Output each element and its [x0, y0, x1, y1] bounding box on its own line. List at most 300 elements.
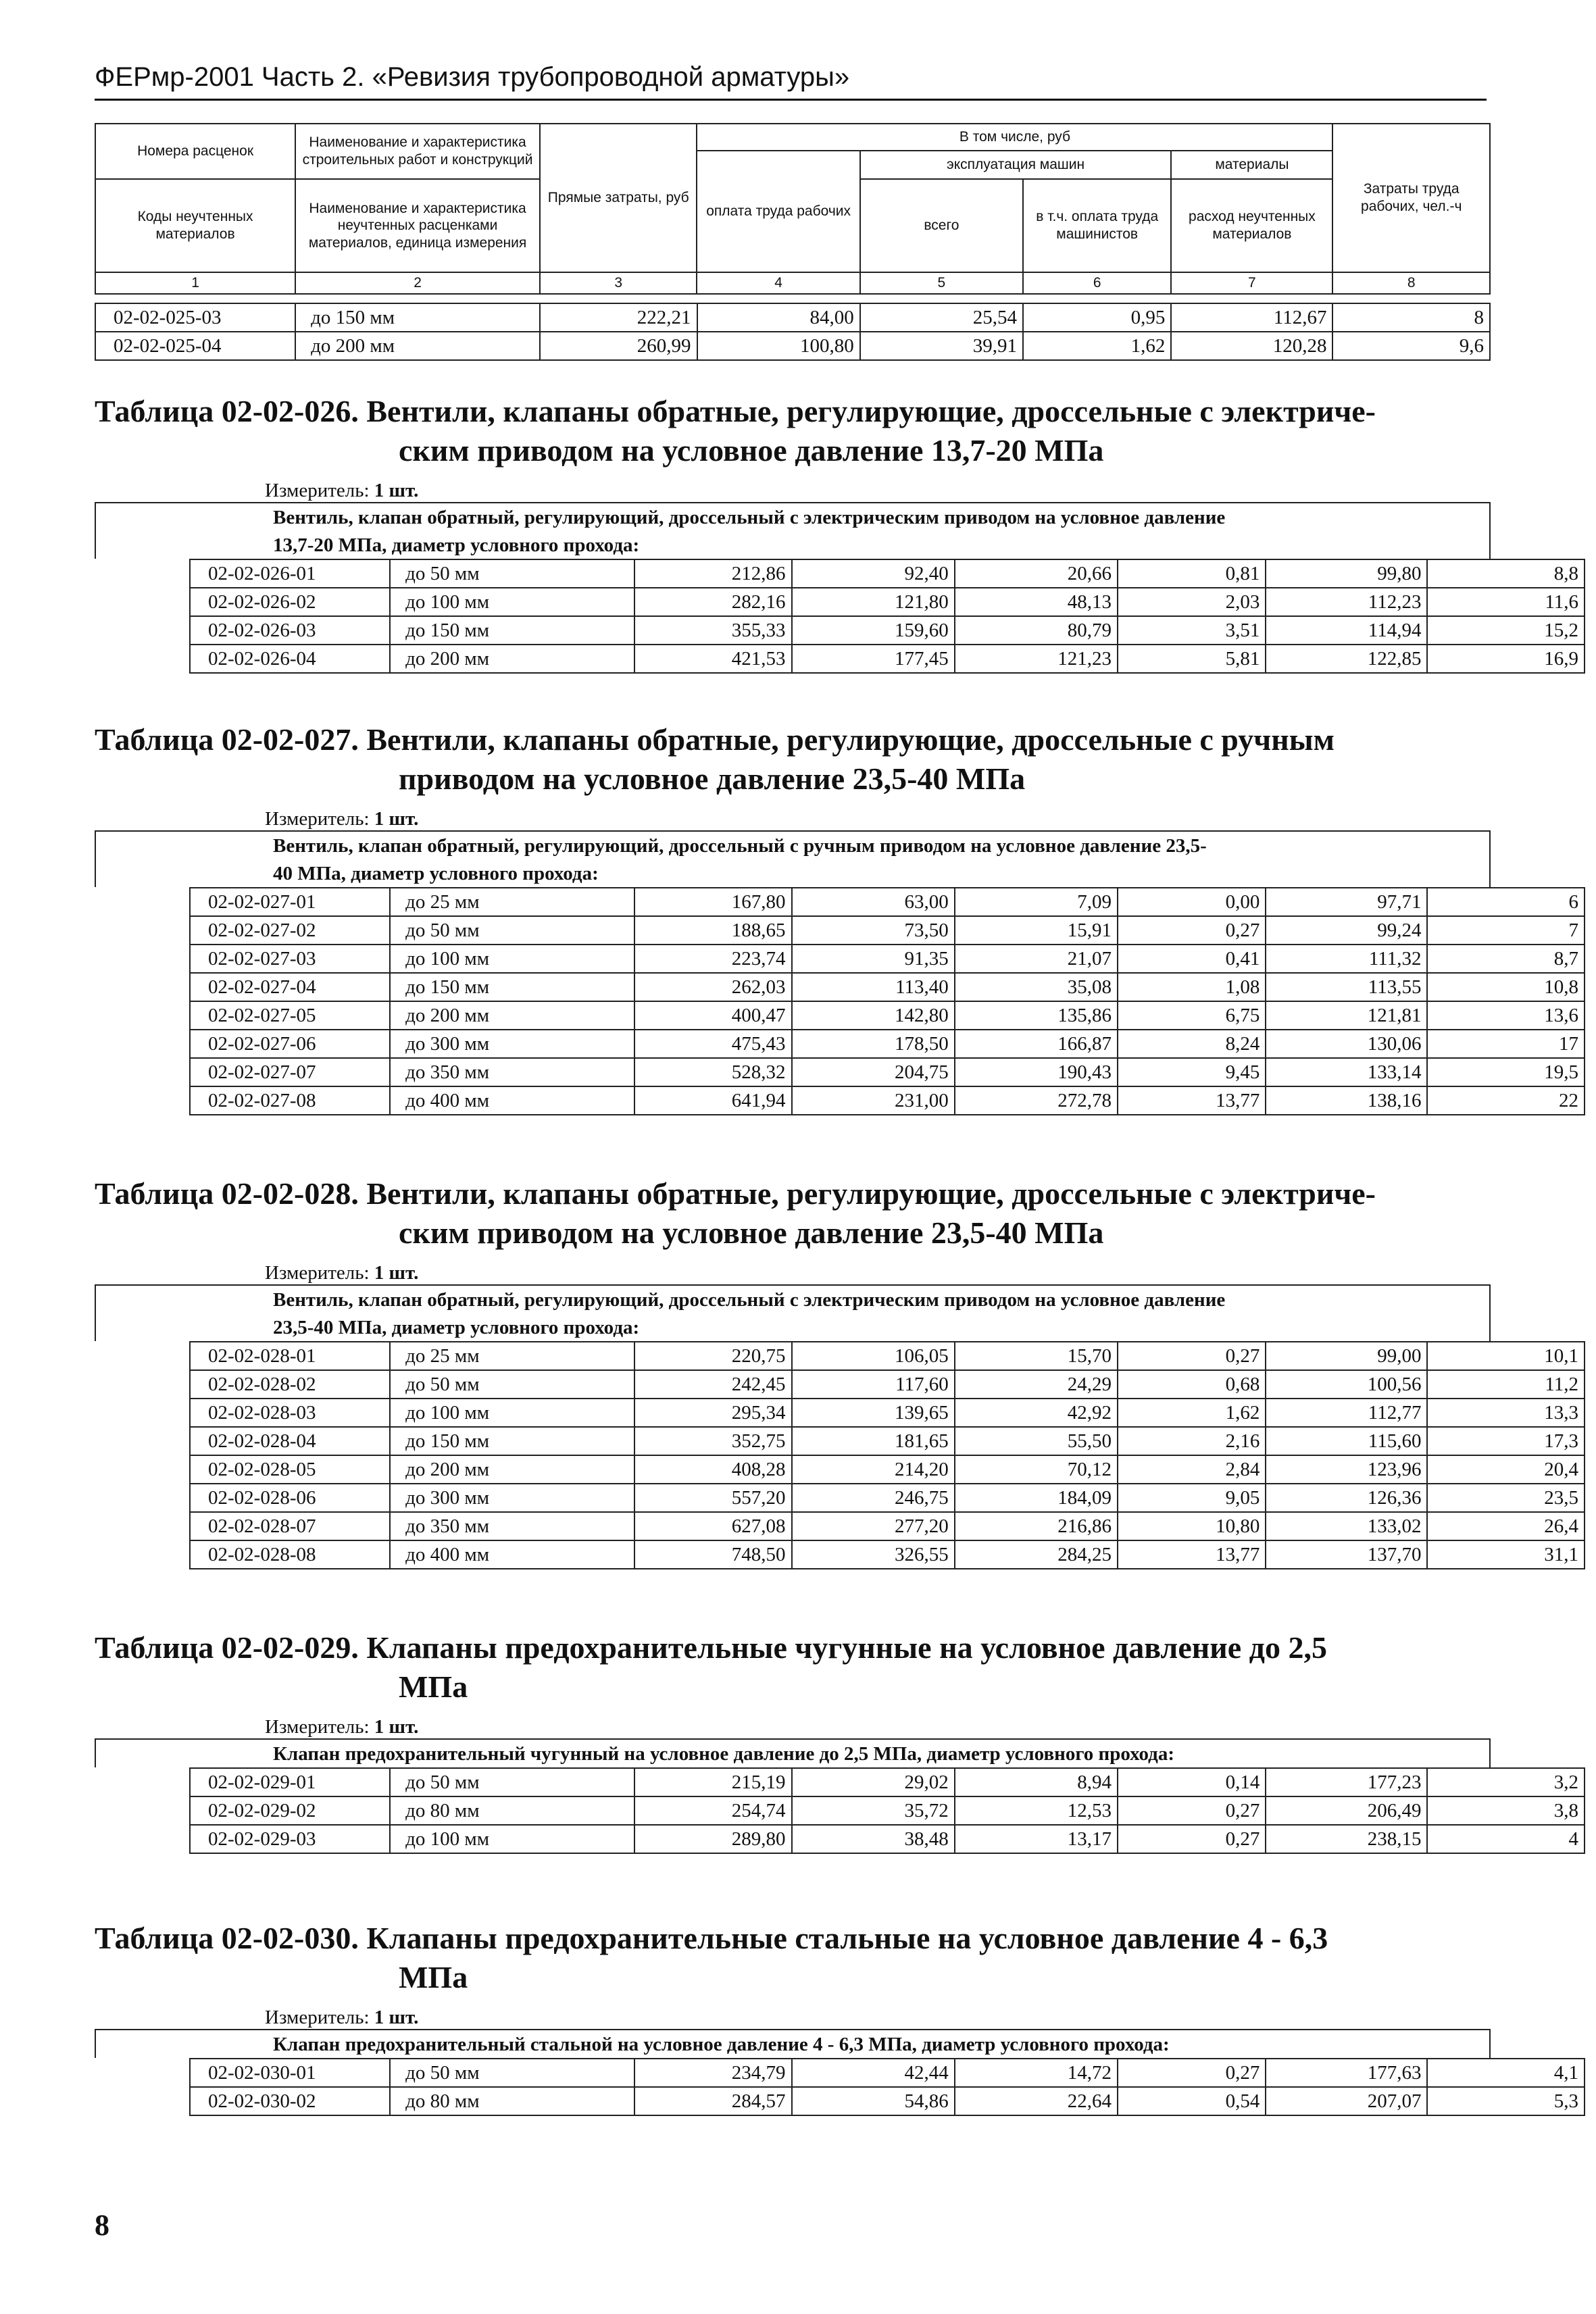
machines-total: 15,91: [955, 916, 1118, 945]
labor-hours: 19,5: [1427, 1058, 1585, 1086]
materials: 123,96: [1266, 1455, 1427, 1484]
operators-pay: 0,27: [1118, 1825, 1266, 1853]
materials: 99,80: [1266, 559, 1427, 588]
rate-code: 02-02-028-01: [190, 1342, 390, 1370]
col-header-direct-costs: Прямые затраты, руб: [540, 124, 697, 272]
machines-total: 42,92: [955, 1399, 1118, 1427]
table-section-029: [95, 1628, 1578, 1854]
item-name: до 300 мм: [390, 1030, 634, 1058]
table-description-block: [95, 1284, 1491, 1341]
labor-pay: 106,05: [792, 1342, 955, 1370]
operators-pay: 0,14: [1118, 1768, 1266, 1796]
operators-pay: 0,41: [1118, 945, 1266, 973]
table-row: [190, 645, 1585, 673]
labor-pay: 177,45: [792, 645, 955, 673]
machines-total: 12,53: [955, 1796, 1118, 1825]
table-title: [95, 1628, 1491, 1707]
labor-hours: 15,2: [1427, 616, 1585, 645]
operators-pay: 1,08: [1118, 973, 1266, 1001]
rate-code: 02-02-027-05: [190, 1001, 390, 1030]
table-title: [95, 1174, 1491, 1253]
table-row: [190, 1796, 1585, 1825]
item-name: до 150 мм: [295, 303, 540, 332]
machines-total: 48,13: [955, 588, 1118, 616]
table-description-line1: Вентиль, клапан обратный, регулирующий, дроссельный с электрическим приводом на условное давление: [273, 507, 1226, 528]
item-name: до 350 мм: [390, 1512, 634, 1540]
operators-pay: 1,62: [1023, 332, 1171, 360]
direct-costs: 355,33: [634, 616, 792, 645]
rate-code: 02-02-030-02: [190, 2087, 390, 2115]
table-title: [95, 392, 1491, 470]
table-section-030: [95, 1919, 1578, 2116]
table-title-line1: Таблица 02-02-029. Клапаны предохранительные чугунные на условное давление до 2,5: [95, 1630, 1327, 1665]
meter-unit: 1 шт.: [374, 808, 419, 830]
operators-pay: 0,27: [1118, 916, 1266, 945]
table-description-line1: Клапан предохранительный чугунный на условное давление до 2,5 МПа, диаметр условного прохода:: [273, 1743, 1175, 1765]
materials: 100,56: [1266, 1370, 1427, 1399]
materials: 177,23: [1266, 1768, 1427, 1796]
item-name: до 200 мм: [390, 1455, 634, 1484]
machines-total: 121,23: [955, 645, 1118, 673]
labor-hours: 13,6: [1427, 1001, 1585, 1030]
machines-total: 190,43: [955, 1058, 1118, 1086]
materials: 137,70: [1266, 1540, 1427, 1569]
machines-total: 20,66: [955, 559, 1118, 588]
direct-costs: 254,74: [634, 1796, 792, 1825]
table-title-line1: Таблица 02-02-027. Вентили, клапаны обратные, регулирующие, дроссельные с ручным: [95, 722, 1335, 757]
col-number: 2: [295, 272, 540, 294]
unit-of-measure: [265, 480, 1491, 502]
col-number: 6: [1023, 272, 1171, 294]
item-name: до 80 мм: [390, 2087, 634, 2115]
operators-pay: 9,45: [1118, 1058, 1266, 1086]
labor-hours: 3,8: [1427, 1796, 1585, 1825]
table-section-028: [95, 1174, 1578, 1569]
direct-costs: 475,43: [634, 1030, 792, 1058]
unit-of-measure: [265, 2007, 1491, 2029]
col-header-rate-numbers: Номера расценок: [95, 124, 295, 179]
rate-code: 02-02-028-06: [190, 1484, 390, 1512]
materials: 130,06: [1266, 1030, 1427, 1058]
machines-total: 70,12: [955, 1455, 1118, 1484]
operators-pay: 13,77: [1118, 1540, 1266, 1569]
machines-total: 15,70: [955, 1342, 1118, 1370]
col-header-labor-hours: Затраты труда рабочих, чел.-ч: [1332, 124, 1490, 272]
meter-unit: 1 шт.: [374, 1262, 419, 1284]
materials: 115,60: [1266, 1427, 1427, 1455]
unit-of-measure: [265, 1716, 1491, 1738]
rate-code: 02-02-027-03: [190, 945, 390, 973]
table-title-line1: Таблица 02-02-028. Вентили, клапаны обратные, регулирующие, дроссельные с электриче-: [95, 1176, 1376, 1211]
item-name: до 150 мм: [390, 973, 634, 1001]
table-row: [190, 1399, 1585, 1427]
labor-hours: 17,3: [1427, 1427, 1585, 1455]
table-title-line2: МПа: [399, 1960, 468, 1994]
labor-hours: 16,9: [1427, 645, 1585, 673]
column-header-table: [95, 123, 1491, 295]
rate-code: 02-02-029-01: [190, 1768, 390, 1796]
table-description-line1: Вентиль, клапан обратный, регулирующий, дроссельный с электрическим приводом на условное давление: [273, 1289, 1226, 1311]
labor-pay: 54,86: [792, 2087, 955, 2115]
unit-of-measure: [265, 1262, 1491, 1284]
direct-costs: 212,86: [634, 559, 792, 588]
col-number: 1: [95, 272, 295, 294]
meter-label: Измеритель:: [265, 2007, 370, 2028]
labor-pay: 92,40: [792, 559, 955, 588]
materials: 99,00: [1266, 1342, 1427, 1370]
table-025-continuation: [95, 303, 1491, 361]
materials: 112,77: [1266, 1399, 1427, 1427]
page-number: 8: [95, 2209, 109, 2242]
table-row: [190, 1342, 1585, 1370]
labor-hours: 20,4: [1427, 1455, 1585, 1484]
rate-code: 02-02-025-03: [95, 303, 295, 332]
rate-code: 02-02-025-04: [95, 332, 295, 360]
table-row: [190, 2087, 1585, 2115]
running-header: ФЕРмр-2001 Часть 2. «Ревизия трубопроводной арматуры»: [95, 62, 850, 92]
item-name: до 150 мм: [390, 616, 634, 645]
labor-hours: 4: [1427, 1825, 1585, 1853]
direct-costs: 242,45: [634, 1370, 792, 1399]
labor-pay: 139,65: [792, 1399, 955, 1427]
rate-code: 02-02-026-01: [190, 559, 390, 588]
machines-total: 25,54: [860, 303, 1023, 332]
operators-pay: 2,16: [1118, 1427, 1266, 1455]
labor-pay: 231,00: [792, 1086, 955, 1115]
direct-costs: 262,03: [634, 973, 792, 1001]
item-name: до 100 мм: [390, 588, 634, 616]
direct-costs: 234,79: [634, 2059, 792, 2087]
meter-label: Измеритель:: [265, 808, 370, 830]
meter-label: Измеритель:: [265, 480, 370, 501]
operators-pay: 0,81: [1118, 559, 1266, 588]
item-name: до 350 мм: [390, 1058, 634, 1086]
rate-code: 02-02-027-01: [190, 888, 390, 916]
direct-costs: 557,20: [634, 1484, 792, 1512]
direct-costs: 641,94: [634, 1086, 792, 1115]
operators-pay: 2,03: [1118, 588, 1266, 616]
rate-code: 02-02-028-07: [190, 1512, 390, 1540]
machines-total: 35,08: [955, 973, 1118, 1001]
operators-pay: 8,24: [1118, 1030, 1266, 1058]
labor-hours: 22: [1427, 1086, 1585, 1115]
operators-pay: 0,54: [1118, 2087, 1266, 2115]
materials: 112,67: [1171, 303, 1332, 332]
labor-pay: 214,20: [792, 1455, 955, 1484]
table-row: [190, 1540, 1585, 1569]
table-row: [190, 2059, 1585, 2087]
col-number: 4: [697, 272, 859, 294]
table-row: [190, 616, 1585, 645]
direct-costs: 282,16: [634, 588, 792, 616]
labor-pay: 159,60: [792, 616, 955, 645]
operators-pay: 0,00: [1118, 888, 1266, 916]
col-header-operators-pay: в т.ч. оплата труда машинистов: [1023, 179, 1171, 272]
table-row: [190, 1001, 1585, 1030]
labor-hours: 10,1: [1427, 1342, 1585, 1370]
labor-hours: 3,2: [1427, 1768, 1585, 1796]
table-title-line1: Таблица 02-02-026. Вентили, клапаны обратные, регулирующие, дроссельные с электриче-: [95, 394, 1376, 428]
direct-costs: 223,74: [634, 945, 792, 973]
direct-costs: 284,57: [634, 2087, 792, 2115]
labor-hours: 7: [1427, 916, 1585, 945]
direct-costs: 352,75: [634, 1427, 792, 1455]
rate-code: 02-02-026-03: [190, 616, 390, 645]
item-name: до 50 мм: [390, 916, 634, 945]
labor-hours: 4,1: [1427, 2059, 1585, 2087]
table-section-026: [95, 392, 1578, 674]
data-table-029: [189, 1767, 1585, 1854]
header-rule: [95, 99, 1487, 101]
labor-hours: 9,6: [1332, 332, 1490, 360]
item-name: до 150 мм: [390, 1427, 634, 1455]
operators-pay: 3,51: [1118, 616, 1266, 645]
operators-pay: 0,68: [1118, 1370, 1266, 1399]
item-name: до 200 мм: [295, 332, 540, 360]
table-description-block: [95, 2029, 1491, 2058]
col-header-material-names: Наименование и характеристика неучтенных расценками материалов, единица измерения: [295, 179, 540, 272]
machines-total: 24,29: [955, 1370, 1118, 1399]
table-row: [190, 916, 1585, 945]
item-name: до 50 мм: [390, 1768, 634, 1796]
col-header-machines-total: всего: [860, 179, 1023, 272]
materials: 114,94: [1266, 616, 1427, 645]
data-table-026: [189, 559, 1585, 674]
labor-pay: 91,35: [792, 945, 955, 973]
machines-total: 272,78: [955, 1086, 1118, 1115]
operators-pay: 2,84: [1118, 1455, 1266, 1484]
table-row: [190, 1030, 1585, 1058]
col-header-materials: материалы: [1171, 151, 1332, 179]
table-title-line1: Таблица 02-02-030. Клапаны предохранительные стальные на условное давление 4 - 6,3: [95, 1921, 1328, 1955]
labor-pay: 38,48: [792, 1825, 955, 1853]
labor-pay: 113,40: [792, 973, 955, 1001]
operators-pay: 0,27: [1118, 2059, 1266, 2087]
item-name: до 400 мм: [390, 1086, 634, 1115]
item-name: до 25 мм: [390, 888, 634, 916]
item-name: до 100 мм: [390, 1825, 634, 1853]
rate-code: 02-02-027-06: [190, 1030, 390, 1058]
machines-total: 284,25: [955, 1540, 1118, 1569]
col-header-machines: эксплуатация машин: [860, 151, 1172, 179]
materials: 111,32: [1266, 945, 1427, 973]
operators-pay: 5,81: [1118, 645, 1266, 673]
item-name: до 400 мм: [390, 1540, 634, 1569]
table-row: [190, 1484, 1585, 1512]
materials: 207,07: [1266, 2087, 1427, 2115]
table-description-line2: 40 МПа, диаметр условного прохода:: [273, 863, 599, 884]
labor-pay: 142,80: [792, 1001, 955, 1030]
labor-pay: 84,00: [697, 303, 860, 332]
data-table-030: [189, 2058, 1585, 2116]
table-title-line2: МПа: [399, 1669, 468, 1704]
table-description-line1: Клапан предохранительный стальной на условное давление 4 - 6,3 МПа, диаметр условного прохода:: [273, 2034, 1170, 2055]
item-name: до 50 мм: [390, 2059, 634, 2087]
direct-costs: 260,99: [540, 332, 697, 360]
rate-code: 02-02-030-01: [190, 2059, 390, 2087]
operators-pay: 6,75: [1118, 1001, 1266, 1030]
materials: 121,81: [1266, 1001, 1427, 1030]
operators-pay: 10,80: [1118, 1512, 1266, 1540]
item-name: до 200 мм: [390, 645, 634, 673]
labor-pay: 246,75: [792, 1484, 955, 1512]
rate-code: 02-02-027-04: [190, 973, 390, 1001]
table-row: [190, 588, 1585, 616]
machines-total: 166,87: [955, 1030, 1118, 1058]
labor-hours: 17: [1427, 1030, 1585, 1058]
direct-costs: 295,34: [634, 1399, 792, 1427]
operators-pay: 13,77: [1118, 1086, 1266, 1115]
direct-costs: 167,80: [634, 888, 792, 916]
materials: 120,28: [1171, 332, 1332, 360]
direct-costs: 400,47: [634, 1001, 792, 1030]
item-name: до 200 мм: [390, 1001, 634, 1030]
machines-total: 13,17: [955, 1825, 1118, 1853]
machines-total: 39,91: [860, 332, 1023, 360]
col-header-materials-usage: расход неучтенных материалов: [1171, 179, 1332, 272]
materials: 112,23: [1266, 588, 1427, 616]
meter-unit: 1 шт.: [374, 480, 419, 501]
materials: 122,85: [1266, 645, 1427, 673]
rate-code: 02-02-029-02: [190, 1796, 390, 1825]
materials: 133,14: [1266, 1058, 1427, 1086]
col-header-labor-pay: оплата труда рабочих: [697, 151, 859, 272]
meter-unit: 1 шт.: [374, 2007, 419, 2028]
materials: 177,63: [1266, 2059, 1427, 2087]
materials: 133,02: [1266, 1512, 1427, 1540]
table-row: [190, 1370, 1585, 1399]
materials: 113,55: [1266, 973, 1427, 1001]
materials: 238,15: [1266, 1825, 1427, 1853]
table-title-line2: ским приводом на условное давление 13,7-20 МПа: [399, 433, 1104, 468]
table-row: [190, 1427, 1585, 1455]
table-row: [190, 945, 1585, 973]
direct-costs: 220,75: [634, 1342, 792, 1370]
unit-of-measure: [265, 808, 1491, 830]
labor-pay: 35,72: [792, 1796, 955, 1825]
machines-total: 216,86: [955, 1512, 1118, 1540]
table-section-027: [95, 720, 1578, 1115]
table-description-line2: 13,7-20 МПа, диаметр условного прохода:: [273, 534, 640, 556]
table-row: [190, 1825, 1585, 1853]
col-header-including: В том числе, руб: [697, 124, 1332, 151]
table-title-line2: приводом на условное давление 23,5-40 МПа: [399, 761, 1026, 796]
rate-code: 02-02-028-03: [190, 1399, 390, 1427]
labor-hours: 26,4: [1427, 1512, 1585, 1540]
rate-code: 02-02-027-02: [190, 916, 390, 945]
labor-hours: 11,6: [1427, 588, 1585, 616]
item-name: до 25 мм: [390, 1342, 634, 1370]
table-row: [190, 1086, 1585, 1115]
item-name: до 100 мм: [390, 1399, 634, 1427]
direct-costs: 421,53: [634, 645, 792, 673]
labor-pay: 100,80: [697, 332, 860, 360]
col-number: 8: [1332, 272, 1490, 294]
labor-pay: 121,80: [792, 588, 955, 616]
labor-pay: 277,20: [792, 1512, 955, 1540]
machines-total: 80,79: [955, 616, 1118, 645]
labor-hours: 8,8: [1427, 559, 1585, 588]
direct-costs: 528,32: [634, 1058, 792, 1086]
table-row: [95, 332, 1490, 360]
meter-label: Измеритель:: [265, 1262, 370, 1284]
labor-pay: 29,02: [792, 1768, 955, 1796]
materials: 99,24: [1266, 916, 1427, 945]
operators-pay: 0,95: [1023, 303, 1171, 332]
labor-hours: 10,8: [1427, 973, 1585, 1001]
table-row: [190, 1768, 1585, 1796]
rate-code: 02-02-028-08: [190, 1540, 390, 1569]
machines-total: 184,09: [955, 1484, 1118, 1512]
table-description-block: [95, 830, 1491, 887]
machines-total: 22,64: [955, 2087, 1118, 2115]
rate-code: 02-02-028-05: [190, 1455, 390, 1484]
item-name: до 80 мм: [390, 1796, 634, 1825]
materials: 138,16: [1266, 1086, 1427, 1115]
table-title: [95, 720, 1491, 799]
table-row: [190, 1512, 1585, 1540]
direct-costs: 627,08: [634, 1512, 792, 1540]
labor-hours: 11,2: [1427, 1370, 1585, 1399]
rate-code: 02-02-026-02: [190, 588, 390, 616]
labor-hours: 31,1: [1427, 1540, 1585, 1569]
direct-costs: 748,50: [634, 1540, 792, 1569]
labor-hours: 6: [1427, 888, 1585, 916]
rate-code: 02-02-028-04: [190, 1427, 390, 1455]
direct-costs: 222,21: [540, 303, 697, 332]
operators-pay: 0,27: [1118, 1342, 1266, 1370]
table-description-block: [95, 502, 1491, 559]
direct-costs: 215,19: [634, 1768, 792, 1796]
data-table-028: [189, 1341, 1585, 1569]
rate-code: 02-02-027-07: [190, 1058, 390, 1086]
table-description-line1: Вентиль, клапан обратный, регулирующий, дроссельный с ручным приводом на условное давление 23,5-: [273, 835, 1207, 857]
col-header-work-name: Наименование и характеристика строительных работ и конструкций: [295, 124, 540, 179]
table-title-line2: ским приводом на условное давление 23,5-40 МПа: [399, 1215, 1104, 1250]
labor-pay: 63,00: [792, 888, 955, 916]
table-description-block: [95, 1738, 1491, 1767]
machines-total: 55,50: [955, 1427, 1118, 1455]
operators-pay: 0,27: [1118, 1796, 1266, 1825]
operators-pay: 1,62: [1118, 1399, 1266, 1427]
operators-pay: 9,05: [1118, 1484, 1266, 1512]
meter-label: Измеритель:: [265, 1716, 370, 1738]
labor-pay: 204,75: [792, 1058, 955, 1086]
item-name: до 300 мм: [390, 1484, 634, 1512]
materials: 206,49: [1266, 1796, 1427, 1825]
item-name: до 50 мм: [390, 559, 634, 588]
machines-total: 135,86: [955, 1001, 1118, 1030]
table-row: [190, 1058, 1585, 1086]
col-number: 5: [860, 272, 1023, 294]
labor-pay: 42,44: [792, 2059, 955, 2087]
table-row: [190, 1455, 1585, 1484]
labor-hours: 13,3: [1427, 1399, 1585, 1427]
labor-hours: 23,5: [1427, 1484, 1585, 1512]
materials: 97,71: [1266, 888, 1427, 916]
machines-total: 7,09: [955, 888, 1118, 916]
labor-pay: 73,50: [792, 916, 955, 945]
table-row: [190, 559, 1585, 588]
labor-pay: 326,55: [792, 1540, 955, 1569]
direct-costs: 408,28: [634, 1455, 792, 1484]
machines-total: 8,94: [955, 1768, 1118, 1796]
col-number: 3: [540, 272, 697, 294]
labor-pay: 181,65: [792, 1427, 955, 1455]
materials: 126,36: [1266, 1484, 1427, 1512]
labor-pay: 178,50: [792, 1030, 955, 1058]
table-row: [95, 303, 1490, 332]
